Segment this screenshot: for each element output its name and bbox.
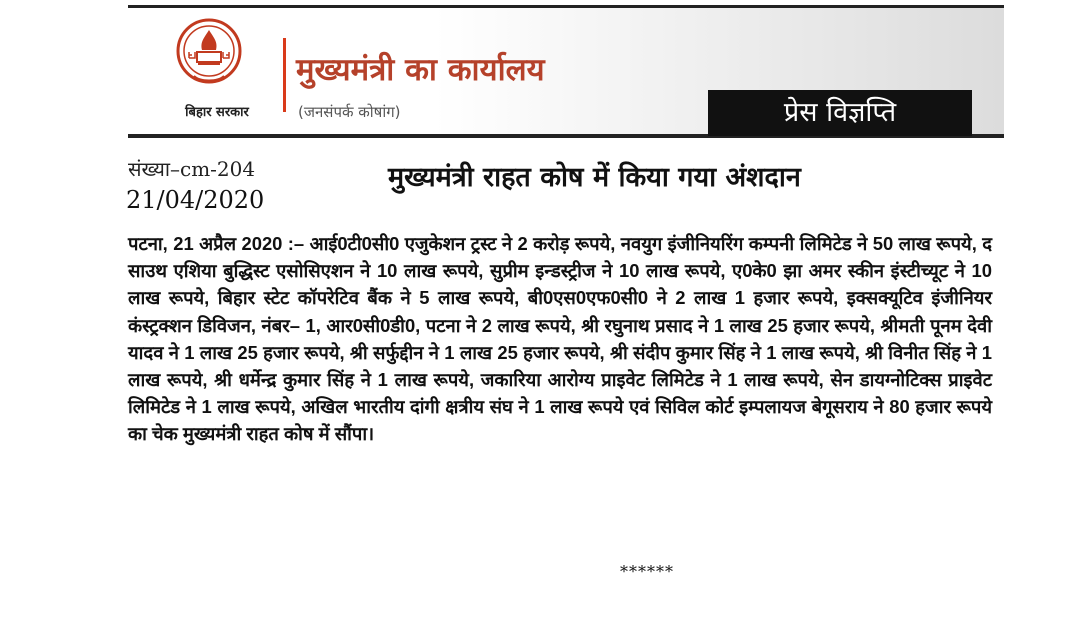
release-date: 21/04/2020 (126, 186, 265, 214)
body-paragraph: पटना, 21 अप्रैल 2020 :– आई0टी0सी0 एजुकेशन ट्रस्ट ने 2 करोड़ रूपये, नवयुग इंजीनियरिंग कम्पनी लिमिटेड ने 50 लाख रूपये, द साउथ एशिया बुद्धिस्ट एसोसिएशन ने 10 लाख रूपये, सुप्रीम इन्डस्ट्रीज ने 10 लाख रूपये, ए0के0 झा अमर स्कीन इंस्टीच्यूट ने 10 लाख रूपये, बिहार स्टेट कॉपरेटिव बैंक ने 5 लाख रूपये, बी0एस0एफ0सी0 ने 2 लाख 1 हजार रूपये, इक्सक्यूटिव इंजीनियर कंस्ट्रक्शन डिविजन, नंबर– 1, आर0सी0डी0, पटना ने 2 लाख रूपये, श्री रघुनाथ प्रसाद ने 1 लाख 25 हजार रूपये, श्रीमती पूनम देवी यादव ने 1 लाख 25 हजार रूपये, श्री सर्फुद्दीन ने 1 लाख 25 हजार रूपये, श्री संदीप कुमार सिंह ने 1 लाख रूपये, श्री विनीत सिंह ने 1 लाख रूपये, श्री धर्मेन्द्र कुमार सिंह ने 1 लाख रूपये, जकारिया आरोग्य प्राइवेट लिमिटेड ने 1 लाख रूपये, सेन डायग्नोटिक्स प्राइवेट लिमिटेड ने 1 लाख रूपये, अखिल भारतीय दांगी क्षत्रीय संघ ने 1 लाख रूपये एवं सिविल कोर्ट इम्पलायज बेगूसराय ने 80 हजार रूपये का चेक मुख्यमंत्री राहत कोष में सौंपा। (128, 233, 992, 445)
headline: मुख्यमंत्री राहत कोष में किया गया अंशदान (388, 162, 801, 193)
end-mark: ****** (620, 562, 674, 581)
press-release-label: प्रेस विज्ञप्ति (708, 90, 972, 136)
government-label: बिहार सरकार (185, 105, 249, 120)
header-divider (283, 38, 286, 112)
emblem-block (150, 18, 270, 133)
letterhead-banner (128, 5, 1004, 138)
reference-number: संख्या–cm-204 (128, 157, 256, 181)
bihar-government-emblem-icon (176, 18, 242, 96)
office-subtitle: (जनसंपर्क कोषांग) (298, 103, 401, 121)
office-title: मुख्यमंत्री का कार्यालय (296, 52, 545, 88)
